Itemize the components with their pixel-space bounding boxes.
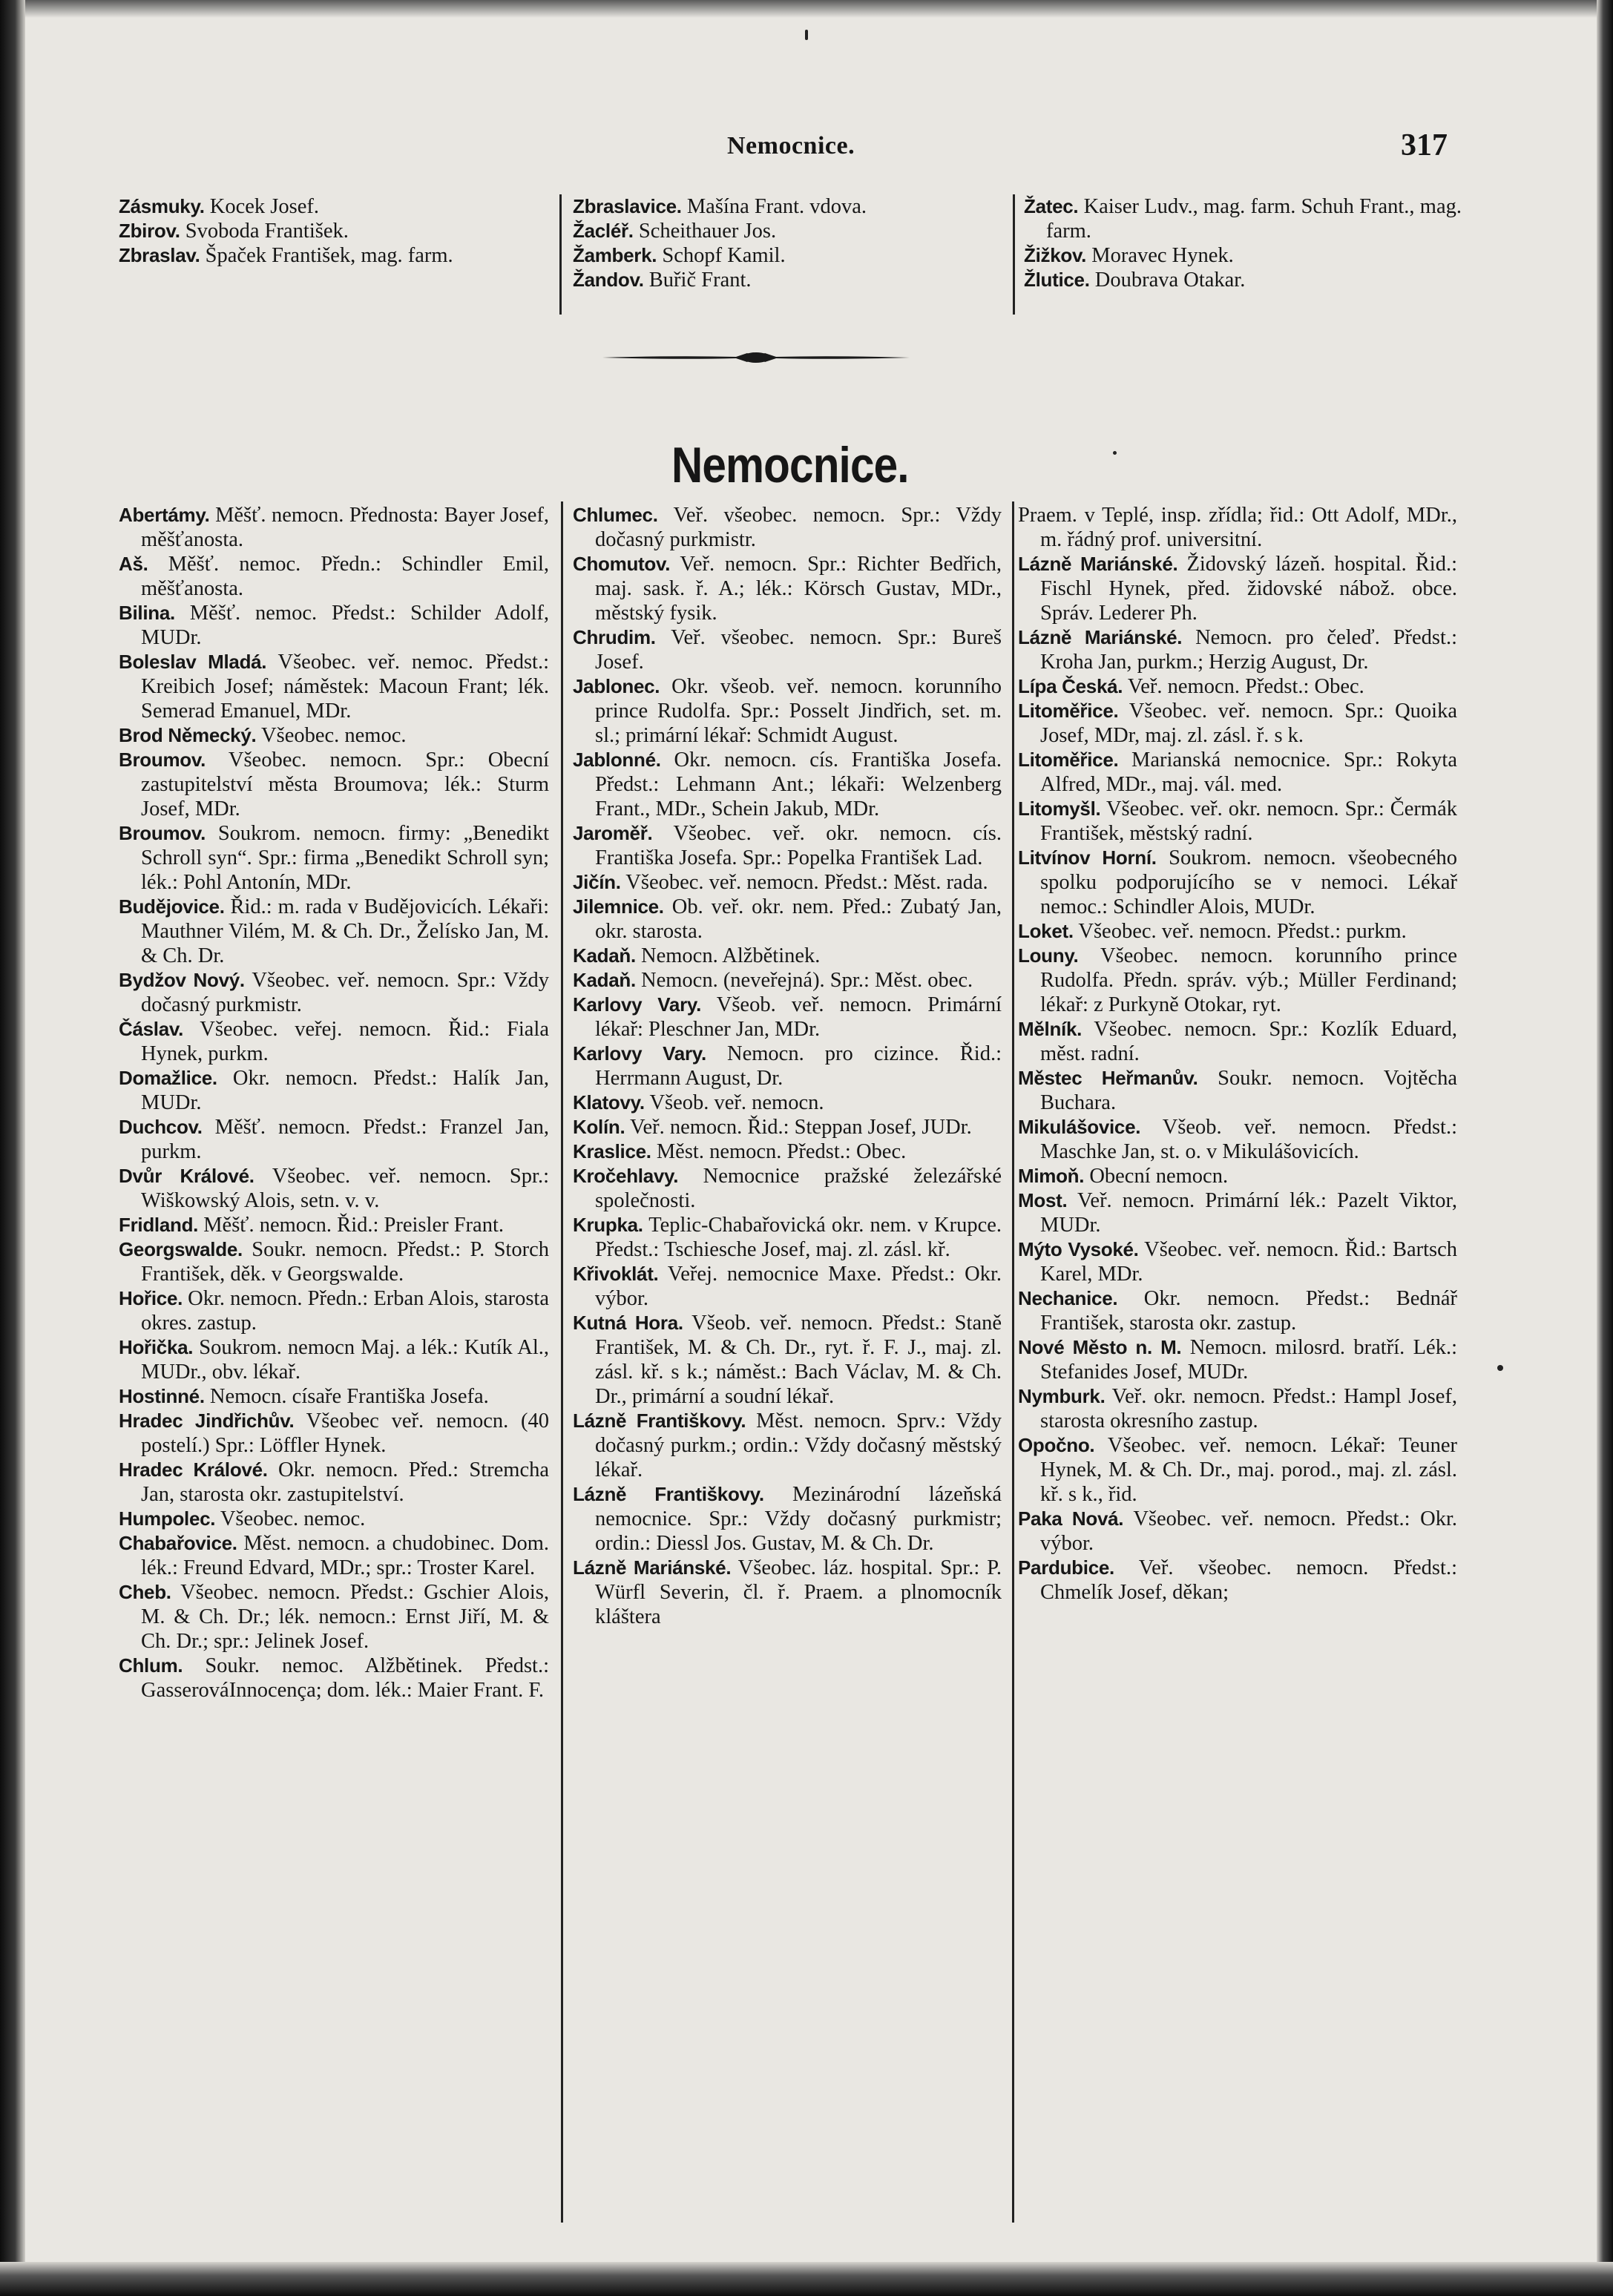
hospital-entry xyxy=(119,1384,549,1409)
entry-text: Soukr. nemocn. Vojtěcha Buchara. xyxy=(1040,1067,1457,1114)
place-name: Lázně Mariánské. xyxy=(1018,626,1183,648)
hospital-entry xyxy=(1018,1115,1457,1164)
entry-text: Kaiser Ludv., mag. farm. Schuh Frant., mag. farm. xyxy=(1046,195,1462,243)
hospital-entry xyxy=(119,895,549,968)
hospital-entry xyxy=(1018,1188,1457,1237)
place-name: Mimoň. xyxy=(1018,1165,1085,1187)
place-name: Nymburk. xyxy=(1018,1385,1106,1407)
entry-text: Všeobec. veřej. nemocn. Řid.: Fiala Hynek, purkm. xyxy=(141,1018,549,1065)
entry-text: Okr. nemocn. Předst.: Bednář František, starosta okr. zastup. xyxy=(1040,1287,1457,1335)
entry-text: Všeob. veř. nemocn. xyxy=(644,1091,824,1114)
hospital-entry xyxy=(573,993,1002,1042)
hospital-entry xyxy=(119,723,549,748)
entry-text: Všeobec. veř. okr. nemocn. Spr.: Čermák František, městský radní. xyxy=(1040,797,1457,845)
hospital-entry xyxy=(119,1458,549,1507)
place-name: Broumov. xyxy=(119,749,206,771)
entry-text: Nemocn. pro cizince. Řid.: Herrmann August, Dr. xyxy=(595,1042,1002,1090)
entry-text: Všeobec. nemocn. korunního prince Rudolfa. Předn. správ. výb.; Müller Ferdinand; lékař: z Purkyně Otokar, ryt. xyxy=(1040,944,1457,1016)
hospital-entry xyxy=(119,1017,549,1066)
entry-text: Měšť. nemocn. Přednosta: Bayer Josef, měšťanosta. xyxy=(141,504,549,551)
place-name: Jaroměř. xyxy=(573,822,653,844)
place-name: Litomyšl. xyxy=(1018,797,1101,820)
entry-text: Všeobec. veř. nemocn. Spr.: Quoika Josef, MDr, maj. zl. zásl. ř. s k. xyxy=(1040,700,1457,747)
hospital-entry xyxy=(573,1213,1002,1262)
entry-text: Všeobec. veř. nemocn. Předst.: Měst. rada. xyxy=(620,871,988,894)
entry-text: Kocek Josef. xyxy=(204,195,319,218)
hospital-entry xyxy=(573,268,996,292)
hospital-entry xyxy=(119,1115,549,1164)
hospital-entry xyxy=(1018,552,1457,625)
place-name: Chlum. xyxy=(119,1654,183,1677)
hospital-entry xyxy=(1018,503,1457,552)
place-name: Chrudim. xyxy=(573,626,656,648)
entry-text: Veř. všeobec. nemocn. Předst.: Chmelík Josef, děkan; xyxy=(1040,1556,1457,1604)
entry-text: Soukrom. nemocn. firmy: „Benedikt Schroll syn“. Spr.: firma „Benedikt Schroll syn; lék.: Pohl Antonín, MDr. xyxy=(141,822,549,894)
entry-text: Měst. nemocn. Předst.: Obec. xyxy=(651,1140,907,1163)
entry-text: Všeobec. veř. nemoc. Předst.: Kreibich Josef; náměstek: Macoun Frant; lék. Semerad Emanuel, MDr. xyxy=(141,651,549,723)
hospital-entry xyxy=(119,1164,549,1213)
entry-text: Mezinárodní lázeňská nemocnice. Spr.: Vždy dočasný purkmistr; ordin.: Diessl Jos. Gustav, M. & Ch. Dr. xyxy=(595,1483,1002,1555)
hospital-entry xyxy=(573,1556,1002,1629)
scan-speck xyxy=(1497,1365,1503,1371)
hospital-entry xyxy=(119,601,549,650)
section-title: Nemocnice. xyxy=(671,437,909,493)
place-name: Jablonné. xyxy=(573,749,661,771)
entry-text: Okr. nemocn. Předst.: Halík Jan, MUDr. xyxy=(141,1067,549,1114)
entry-text: Všeobec. nemocn. Spr.: Obecní zastupitelství města Broumova; lék.: Sturm Josef, MDr. xyxy=(141,749,549,820)
hospital-entry xyxy=(1018,1164,1457,1188)
place-name: Kraslice. xyxy=(573,1140,651,1162)
place-name: Litoměřice. xyxy=(1018,700,1119,722)
prev-section-column-2 xyxy=(573,194,996,292)
column-1 xyxy=(119,503,549,1703)
place-name: Lázně Františkovy. xyxy=(573,1483,764,1505)
place-name: Duchcov. xyxy=(119,1116,203,1138)
hospital-entry xyxy=(573,1091,1002,1115)
place-name: Jičín. xyxy=(573,871,621,893)
entry-text: Všeobec. veř. nemocn. Předst.: purkm. xyxy=(1073,920,1407,943)
place-name: Dvůr Králové. xyxy=(119,1165,254,1187)
place-name: Louny. xyxy=(1018,944,1079,967)
entry-text: Měst. nemocn. a chudobinec. Dom. lék.: Freund Edvard, MDr.; spr.: Troster Karel. xyxy=(141,1532,549,1579)
entry-text: Všeob. veř. nemocn. Předst.: Maschke Jan, st. o. v Mikulášovicích. xyxy=(1040,1116,1457,1163)
hospital-entry xyxy=(573,944,1002,968)
hospital-entry xyxy=(573,1115,1002,1139)
entry-text: Všeob. veř. nemocn. Primární lékař: Pleschner Jan, MDr. xyxy=(595,993,1002,1041)
hospital-entry xyxy=(1018,1017,1457,1066)
entry-text: Všeobec. láz. hospital. Spr.: P. Würfl Severin, čl. ř. Praem. a plnomocník kláštera xyxy=(595,1556,1002,1628)
hospital-entry xyxy=(573,1042,1002,1091)
hospital-entry xyxy=(1018,625,1457,674)
place-name: Zásmuky. xyxy=(119,195,205,217)
place-name: Žandov. xyxy=(573,269,644,291)
entry-text: Všeobec. veř. okr. nemocn. cís. Františka Josefa. Spr.: Popelka František Lad. xyxy=(595,822,1002,869)
place-name: Most. xyxy=(1018,1189,1068,1211)
entry-text: Všeobec. veř. nemocn. Spr.: Vždy dočasný purkmistr. xyxy=(141,969,549,1016)
place-name: Zbirov. xyxy=(119,220,180,242)
place-name: Abertámy. xyxy=(119,504,210,526)
scan-edge-right xyxy=(1597,0,1613,2296)
hospital-entry xyxy=(119,1286,549,1335)
place-name: Klatovy. xyxy=(573,1091,645,1114)
place-name: Paka Nová. xyxy=(1018,1507,1124,1530)
place-name: Kutná Hora. xyxy=(573,1312,683,1334)
hospital-entry xyxy=(573,625,1002,674)
place-name: Loket. xyxy=(1018,920,1074,942)
entry-text: Veř. nemocn. Primární lék.: Pazelt Viktor, MUDr. xyxy=(1040,1189,1457,1237)
place-name: Kročehlavy. xyxy=(573,1165,679,1187)
place-name: Karlovy Vary. xyxy=(573,993,702,1016)
entry-text: Okr. nemocn. Před.: Stremcha Jan, starosta okr. zastupitelství. xyxy=(141,1458,549,1506)
entry-text: Soukrom. nemocn Maj. a lék.: Kutík Al., MUDr., obv. lékař. xyxy=(141,1336,549,1384)
place-name: Chomutov. xyxy=(573,553,671,575)
entry-text: Špaček František, mag. farm. xyxy=(200,244,453,267)
entry-text: Moravec Hynek. xyxy=(1086,244,1234,267)
entry-text: Veř. všeobec. nemocn. Spr.: Vždy dočasný purkmistr. xyxy=(595,504,1002,551)
entry-text: Řid.: m. rada v Budějovicích. Lékaři: Mauthner Vilém, M. & Ch. Dr., Želísko Jan, M. & Ch. Dr. xyxy=(141,895,549,967)
hospital-entry xyxy=(119,1335,549,1384)
entry-text: Měšť. nemoc. Předst.: Schilder Adolf, MUDr. xyxy=(141,602,549,649)
entry-text: Nemocnice pražské železářské společnosti. xyxy=(595,1165,1002,1212)
place-name: Hořička. xyxy=(119,1336,194,1358)
entry-text: Nemocn. císaře Františka Josefa. xyxy=(204,1385,489,1408)
entry-text: Veř. nemocn. Řid.: Steppan Josef, JUDr. xyxy=(625,1116,972,1139)
running-head: Nemocnice. xyxy=(727,132,855,159)
hospital-entry xyxy=(573,1409,1002,1482)
hospital-entry xyxy=(1018,797,1457,846)
place-name: Pardubice. xyxy=(1018,1556,1114,1579)
entry-text: Praem. v Teplé, insp. zřídla; řid.: Ott Adolf, MDr., m. řádný prof. universitní. xyxy=(1018,504,1457,551)
place-name: Zbraslavice. xyxy=(573,195,682,217)
hospital-entry xyxy=(119,1531,549,1580)
place-name: Chlumec. xyxy=(573,504,658,526)
place-name: Zbraslav. xyxy=(119,244,200,266)
place-name: Boleslav Mladá. xyxy=(119,651,267,673)
place-name: Kadaň. xyxy=(573,944,636,967)
hospital-entry xyxy=(573,748,1002,821)
place-name: Hradec Jindřichův. xyxy=(119,1409,295,1432)
entry-text: Veřej. nemocnice Maxe. Předst.: Okr. výbor. xyxy=(595,1263,1002,1310)
place-name: Aš. xyxy=(119,553,148,575)
place-name: Georgswalde. xyxy=(119,1238,243,1260)
entry-text: Nemocn. Alžbětinek. xyxy=(635,944,821,967)
entry-text: Veř. nemocn. Spr.: Richter Bedřich, maj. sask. ř. A.; lék.: Körsch Gustav, MDr., městský fysik. xyxy=(595,553,1002,625)
place-name: Humpolec. xyxy=(119,1507,216,1530)
hospital-entry xyxy=(119,1580,549,1654)
hospital-entry xyxy=(573,1262,1002,1311)
entry-text: Veř. okr. nemocn. Předst.: Hampl Josef, starosta okresního zastup. xyxy=(1040,1385,1457,1432)
hospital-entry xyxy=(1024,268,1462,292)
column-rule xyxy=(1012,501,1014,2223)
place-name: Nechanice. xyxy=(1018,1287,1118,1309)
entry-text: Všeobec. nemocn. Spr.: Kozlík Eduard, měst. radní. xyxy=(1040,1018,1457,1065)
place-name: Mýto Vysoké. xyxy=(1018,1238,1139,1260)
entry-text: Nemocn. milosrd. bratří. Lék.: Stefanides Josef, MUDr. xyxy=(1040,1336,1457,1384)
scan-edge-left xyxy=(0,0,25,2296)
place-name: Jablonec. xyxy=(573,675,660,697)
place-name: Fridland. xyxy=(119,1214,199,1236)
hospital-entry xyxy=(1018,1507,1457,1556)
hospital-entry xyxy=(119,503,549,552)
column-rule xyxy=(561,501,563,2223)
entry-text: Soukr. nemoc. Alžbětinek. Předst.: GasserováInnocença; dom. lék.: Maier Frant. F. xyxy=(141,1654,549,1702)
entry-text: Židovský lázeň. hospital. Řid.: Fischl Hynek, před. židovské nábož. obce. Správ. Lederer Ph. xyxy=(1040,553,1457,625)
entry-text: Marianská nemocnice. Spr.: Rokyta Alfred, MDr., maj. vál. med. xyxy=(1040,749,1457,796)
entry-text: Okr. nemocn. Předn.: Erban Alois, starosta okres. zastup. xyxy=(141,1287,549,1335)
entry-text: Měšť. nemocn. Předst.: Franzel Jan, purkm. xyxy=(141,1116,549,1163)
hospital-entry xyxy=(119,968,549,1017)
place-name: Nové Město n. M. xyxy=(1018,1336,1182,1358)
hospital-entry xyxy=(1018,1556,1457,1605)
entry-text: Měst. nemocn. Sprv.: Vždy dočasný purkm.; ordin.: Vždy dočasný městský lékař. xyxy=(595,1409,1002,1481)
place-name: Městec Heřmanův. xyxy=(1018,1067,1198,1089)
entry-text: Schopf Kamil. xyxy=(657,244,786,267)
place-name: Litvínov Horní. xyxy=(1018,846,1157,869)
place-name: Hostinné. xyxy=(119,1385,205,1407)
place-name: Kadaň. xyxy=(573,969,636,991)
place-name: Křivoklát. xyxy=(573,1263,659,1285)
entry-text: Teplic-Chabařovická okr. nem. v Krupce. Předst.: Tschiesche Josef, maj. zl. zásl. kř. xyxy=(595,1214,1002,1261)
hospital-entry xyxy=(1018,846,1457,919)
hospital-entry xyxy=(119,219,545,243)
place-name: Lípa Česká. xyxy=(1018,675,1123,697)
entry-text: Všeobec. veř. nemocn. Lékař: Teuner Hynek, M. & Ch. Dr., maj. porod., maj. zl. zásl. kř. s k., řid. xyxy=(1040,1434,1457,1506)
entry-text: Všeob. veř. nemocn. Předst.: Staně František, M. & Ch. Dr., ryt. ř. F. J., maj. zl. zásl. kř. s k.; náměst.: Bach Václav, M. & Ch. Dr., primární a soudní lékař. xyxy=(595,1312,1002,1408)
place-name: Litoměřice. xyxy=(1018,749,1119,771)
entry-text: Nemocn. pro čeleď. Předst.: Kroha Jan, purkm.; Herzig August, Dr. xyxy=(1040,626,1457,674)
hospital-entry xyxy=(1018,1066,1457,1115)
hospital-entry xyxy=(1018,919,1457,944)
place-name: Budějovice. xyxy=(119,895,225,918)
hospital-entry xyxy=(1018,944,1457,1017)
entry-text: Svoboda František. xyxy=(180,220,349,243)
hospital-entry xyxy=(573,219,996,243)
hospital-entry xyxy=(573,895,1002,944)
entry-text: Soukrom. nemocn. všeobecného spolku podporujícího se v nemoci. Lékař nemoc.: Schindler Alois, MUDr. xyxy=(1040,846,1457,918)
hospital-entry xyxy=(119,1409,549,1458)
place-name: Karlovy Vary. xyxy=(573,1042,706,1065)
hospital-entry xyxy=(573,1482,1002,1556)
hospital-entry xyxy=(119,194,545,219)
entry-text: Veř. všeobec. nemocn. Spr.: Bureš Josef. xyxy=(595,626,1002,674)
scan-edge-top xyxy=(0,0,1613,18)
scan-speck xyxy=(1113,451,1117,455)
place-name: Žatec. xyxy=(1024,195,1079,217)
entry-text: Buřič Frant. xyxy=(643,269,752,292)
scan-speck xyxy=(805,30,808,40)
place-name: Čáslav. xyxy=(119,1018,184,1040)
hospital-entry xyxy=(573,243,996,268)
place-name: Bilina. xyxy=(119,602,175,624)
place-name: Chabařovice. xyxy=(119,1532,237,1554)
entry-text: Všeobec veř. nemocn. (40 postelí.) Spr.: Löffler Hynek. xyxy=(141,1409,549,1457)
entry-text: Všeobec. nemoc. xyxy=(215,1507,366,1530)
place-name: Hradec Králové. xyxy=(119,1458,268,1481)
hospital-entry xyxy=(119,1507,549,1531)
entry-text: Okr. nemocn. cís. Františka Josefa. Předst.: Lehmann Ant.; lékaři: Welzenberg Frant., MDr., Schein Jakub, MDr. xyxy=(595,749,1002,820)
column-rule xyxy=(1013,194,1015,315)
entry-text: Nemocn. (neveřejná). Spr.: Měst. obec. xyxy=(635,969,973,992)
hospital-entry xyxy=(1018,748,1457,797)
place-name: Krupka. xyxy=(573,1214,643,1236)
entry-text: Veř. nemocn. Předst.: Obec. xyxy=(1123,675,1364,698)
hospital-entry xyxy=(119,650,549,723)
hospital-entry xyxy=(573,194,996,219)
hospital-entry xyxy=(1018,1433,1457,1507)
hospital-entry xyxy=(573,870,1002,895)
entry-text: Okr. všeob. veř. nemocn. korunního prince Rudolfa. Spr.: Posselt Jindřich, set. m. sl.; primární lékař: Schmidt August. xyxy=(595,675,1002,747)
entry-text: Všeobec. veř. nemocn. Řid.: Bartsch Karel, MDr. xyxy=(1040,1238,1457,1286)
hospital-entry xyxy=(1018,1384,1457,1433)
place-name: Opočno. xyxy=(1018,1434,1095,1456)
hospital-entry xyxy=(1018,1335,1457,1384)
scan-edge-bottom xyxy=(0,2262,1613,2296)
hospital-entry xyxy=(573,674,1002,748)
hospital-entry xyxy=(1024,194,1462,243)
hospital-entry xyxy=(119,243,545,268)
hospital-entry xyxy=(573,552,1002,625)
place-name: Lázně Mariánské. xyxy=(1018,553,1178,575)
hospital-entry xyxy=(1018,674,1457,699)
column-3 xyxy=(1018,503,1457,1605)
place-name: Jilemnice. xyxy=(573,895,664,918)
place-name: Hořice. xyxy=(119,1287,183,1309)
hospital-entry xyxy=(119,821,549,895)
entry-text: Ob. veř. okr. nem. Před.: Zubatý Jan, okr. starosta. xyxy=(595,895,1002,943)
place-name: Domažlice. xyxy=(119,1067,217,1089)
hospital-entry xyxy=(119,1213,549,1237)
hospital-entry xyxy=(573,1311,1002,1409)
place-name: Kolín. xyxy=(573,1116,625,1138)
entry-text: Mašína Frant. vdova. xyxy=(681,195,867,218)
place-name: Lázně Františkovy. xyxy=(573,1409,746,1432)
hospital-entry xyxy=(119,748,549,821)
hospital-entry xyxy=(1018,699,1457,748)
ornament-divider xyxy=(602,349,910,366)
place-name: Bydžov Nový. xyxy=(119,969,245,991)
prev-section-column-1 xyxy=(119,194,545,268)
entry-text: Měšť. nemoc. Předn.: Schindler Emil, měšťanosta. xyxy=(141,553,549,600)
hospital-entry xyxy=(1018,1237,1457,1286)
hospital-entry xyxy=(573,968,1002,993)
entry-text: Doubrava Otakar. xyxy=(1089,269,1246,292)
hospital-entry xyxy=(1024,243,1462,268)
place-name: Mělník. xyxy=(1018,1018,1083,1040)
page-number: 317 xyxy=(1401,128,1448,162)
entry-text: Obecní nemocn. xyxy=(1084,1165,1229,1188)
hospital-entry xyxy=(573,1139,1002,1164)
place-name: Lázně Mariánské. xyxy=(573,1556,732,1579)
entry-text: Měšť. nemocn. Řid.: Preisler Frant. xyxy=(198,1214,504,1237)
entry-text: Všeobec. nemoc. xyxy=(256,724,407,747)
place-name: Žamberk. xyxy=(573,244,657,266)
place-name: Žlutice. xyxy=(1024,269,1090,291)
place-name: Žižkov. xyxy=(1024,244,1087,266)
hospital-entry xyxy=(573,821,1002,870)
hospital-entry xyxy=(119,1237,549,1286)
entry-text: Soukr. nemocn. Předst.: P. Storch František, děk. v Georgswalde. xyxy=(141,1238,549,1286)
place-name: Brod Německý. xyxy=(119,724,257,746)
place-name: Broumov. xyxy=(119,822,206,844)
entry-text: Všeobec. veř. nemocn. Předst.: Okr. výbor. xyxy=(1040,1507,1458,1555)
hospital-entry xyxy=(573,503,1002,552)
hospital-entry xyxy=(119,1066,549,1115)
entry-text: Všeobec. nemocn. Předst.: Gschier Alois, M. & Ch. Dr.; lék. nemocn.: Ernst Jiří, M. & Ch. Dr.; spr.: Jelinek Josef. xyxy=(141,1581,549,1653)
hospital-entry xyxy=(119,552,549,601)
column-2 xyxy=(573,503,1002,1629)
hospital-entry xyxy=(1018,1286,1457,1335)
hospital-entry xyxy=(119,1654,549,1703)
entry-text: Všeobec. veř. nemocn. Spr.: Wiškowský Alois, setn. v. v. xyxy=(141,1165,549,1212)
column-rule xyxy=(559,194,562,315)
place-name: Mikulášovice. xyxy=(1018,1116,1141,1138)
prev-section-column-3 xyxy=(1024,194,1462,292)
place-name: Cheb. xyxy=(119,1581,171,1603)
entry-text: Scheithauer Jos. xyxy=(633,220,777,243)
place-name: Žacléř. xyxy=(573,220,634,242)
hospital-entry xyxy=(573,1164,1002,1213)
